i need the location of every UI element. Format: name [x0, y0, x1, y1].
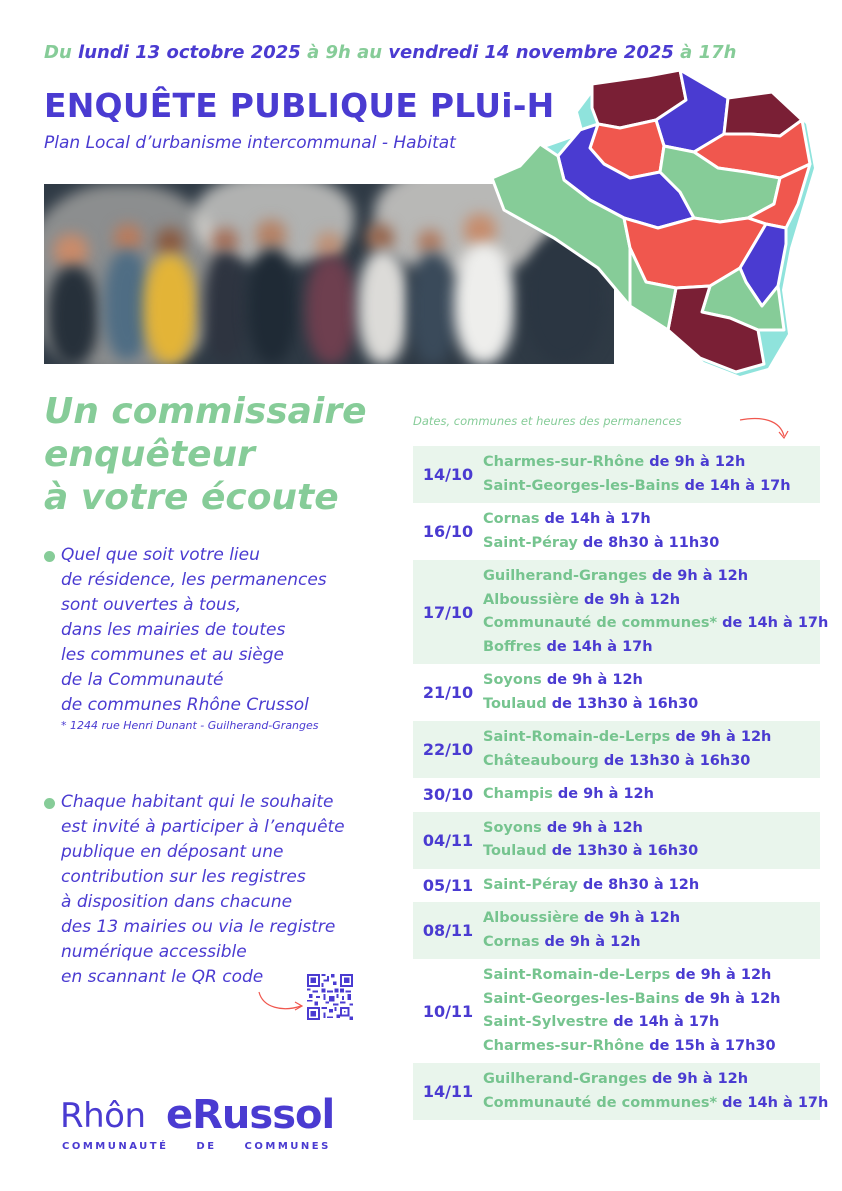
schedule-row [413, 664, 820, 721]
schedule-date: 14/11 [422, 1082, 474, 1101]
schedule-entry [483, 1068, 828, 1092]
commune-name: Saint-Georges-les-Bains [483, 477, 680, 494]
schedule-entries [483, 817, 820, 864]
bullet-permanences [44, 543, 394, 733]
commune-name: Soyons [483, 672, 542, 688]
curved-arrow-icon [738, 414, 792, 444]
schedule-entry [483, 874, 820, 898]
schedule-entry [483, 612, 828, 636]
opening-hours: de 14h à 17h [608, 1014, 720, 1030]
commune-name: Saint-Romain-de-Lerps [483, 729, 671, 745]
schedule-date: 08/11 [422, 921, 474, 940]
schedule-entry [483, 565, 828, 589]
opening-hours: de 13h30 à 16h30 [546, 695, 699, 712]
schedule-date: 22/10 [422, 740, 474, 759]
schedule-date: 17/10 [422, 602, 474, 622]
commune-name: Soyons [483, 819, 542, 836]
period-suffix: à 17h [673, 42, 737, 63]
commune-name: Boffres [483, 638, 542, 655]
schedule-date: 16/10 [422, 522, 474, 541]
opening-hours: de 9h à 12h [539, 933, 641, 950]
commune-name: Saint-Georges-les-Bains [483, 990, 680, 1007]
schedule-entry [483, 532, 820, 556]
commune-name: Communauté de communes* [483, 615, 718, 631]
bullet-dot-icon [44, 798, 55, 809]
commune-name: Communauté de communes* [483, 1094, 718, 1111]
headline-line: à votre écoute [44, 477, 339, 518]
commune-name: Guilherand-Granges [483, 568, 647, 584]
rhone-crussol-logo [60, 1092, 340, 1156]
schedule-entry [483, 988, 820, 1012]
logo-tagline: COMMUNAUTÉ DE COMMUNES [62, 1141, 331, 1152]
schedule-entries [483, 874, 820, 898]
schedule-row [413, 1063, 829, 1120]
schedule-row [413, 560, 829, 664]
schedule-entry [483, 964, 820, 988]
schedule-date: 14/10 [422, 465, 474, 484]
schedule-entries [483, 726, 820, 773]
schedule-entry [483, 508, 820, 532]
schedule-entry [483, 750, 820, 774]
schedule-entry [483, 907, 820, 931]
opening-hours: de 15h à 17h30 [644, 1037, 776, 1054]
schedule-row [413, 869, 820, 903]
qr-code[interactable] [307, 974, 353, 1020]
address-footnote: * 1244 rue Henri Dunant - Guilherand-Granges [61, 719, 319, 732]
opening-hours: de 14h à 17h [717, 615, 829, 631]
schedule-entries [483, 1068, 828, 1115]
opening-hours: de 9h à 12h [541, 819, 643, 836]
opening-hours: de 13h30 à 16h30 [598, 752, 751, 769]
opening-hours: de 9h à 12h [646, 1071, 749, 1087]
opening-hours: de 9h à 12h [644, 454, 746, 470]
opening-hours: de 9h à 12h [552, 786, 654, 802]
opening-hours: de 13h30 à 16h30 [546, 843, 699, 859]
curved-arrow-icon [255, 990, 307, 1014]
headline-line: Un commissaire [44, 391, 367, 432]
commune-name: Alboussière [483, 591, 579, 608]
schedule-entries [483, 565, 828, 659]
schedule-entry [483, 817, 820, 841]
page-subtitle: Plan Local d’urbanisme intercommunal - Habitat [44, 133, 456, 153]
schedule-entry [483, 1035, 820, 1059]
schedule-row [413, 778, 820, 812]
schedule-entries [483, 508, 820, 555]
period-start-date: lundi 13 octobre 2025 [78, 42, 301, 63]
bullet-text: Chaque habitant qui le souhaite est invité à participer à l’enquête publique en déposant une contribution sur les registres à disposition dans chacune des 13 mairies ou via le registre numérique accessible en scannant le QR code [61, 792, 345, 987]
schedule-row [413, 503, 820, 560]
opening-hours: de 9h à 12h [679, 990, 781, 1007]
schedule-table [413, 446, 829, 1120]
schedule-entries [483, 669, 820, 716]
schedule-row [413, 721, 820, 778]
schedule-date: 30/10 [422, 785, 474, 805]
schedule-entry [483, 840, 820, 864]
schedule-entry [483, 451, 820, 475]
commune-name: Saint-Péray [483, 876, 578, 893]
schedule-row [413, 446, 820, 503]
schedule-date: 10/11 [422, 1001, 474, 1021]
commune-name: Guilherand-Granges [483, 1071, 647, 1087]
schedule-row [413, 902, 820, 959]
opening-hours: de 9h à 12h [578, 910, 681, 926]
schedule-entry [483, 1011, 820, 1035]
headline-line: enquêteur [44, 434, 255, 475]
territory-map [480, 68, 825, 380]
schedule-entry [483, 931, 820, 955]
schedule-row [413, 959, 820, 1063]
schedule-entry [483, 636, 828, 660]
schedule-date: 04/11 [422, 830, 474, 850]
schedule-entry [483, 726, 820, 750]
period-middle: à 9h au [300, 42, 389, 63]
opening-hours: de 14h à 17h [539, 511, 651, 527]
schedule-entries [483, 451, 820, 498]
opening-hours: de 9h à 12h [670, 729, 772, 745]
schedule-entry [483, 475, 820, 499]
schedule-date: 05/11 [422, 875, 474, 895]
period-end-date: vendredi 14 novembre 2025 [388, 42, 674, 63]
schedule-entry [483, 1092, 828, 1116]
commune-name: Alboussière [483, 910, 579, 926]
commune-name: Toulaud [483, 695, 547, 712]
commune-name: Cornas [483, 511, 540, 527]
commune-name: Champis [483, 786, 553, 802]
commune-name: Châteaubourg [483, 752, 599, 769]
opening-hours: de 8h30 à 11h30 [577, 534, 720, 551]
bullet-text: Quel que soit votre lieu de résidence, les permanences sont ouvertes à tous, dans les mairies de toutes les communes et au siège de la Communauté de communes Rhône Crussol [61, 545, 327, 715]
opening-hours: de 14h à 17h [541, 638, 653, 655]
commune-name: Charmes-sur-Rhône [483, 1037, 645, 1054]
schedule-entries [483, 907, 820, 954]
commune-name: Saint-Romain-de-Lerps [483, 967, 671, 983]
schedule-entries [483, 783, 820, 807]
opening-hours: de 8h30 à 12h [577, 876, 700, 893]
enquete-period [44, 42, 736, 63]
opening-hours: de 14h à 17h [717, 1094, 829, 1111]
headline [44, 390, 367, 519]
page-title: ENQUÊTE PUBLIQUE PLUi-H [44, 86, 555, 125]
schedule-row [413, 812, 820, 869]
period-prefix: Du [44, 42, 79, 63]
opening-hours: de 9h à 12h [541, 672, 643, 688]
logo-text-crussol: eRussol [166, 1092, 335, 1138]
schedule-entries [483, 964, 820, 1058]
bullet-participation [44, 790, 394, 990]
schedule-entry [483, 589, 828, 613]
commune-name: Saint-Péray [483, 534, 578, 551]
commune-name: Saint-Sylvestre [483, 1014, 609, 1030]
opening-hours: de 9h à 12h [578, 591, 681, 608]
schedule-caption: Dates, communes et heures des permanences [413, 414, 682, 428]
schedule-entry [483, 693, 820, 717]
commune-name: Toulaud [483, 843, 547, 859]
bullet-dot-icon [44, 551, 55, 562]
opening-hours: de 9h à 12h [646, 568, 749, 584]
logo-text-rhone: Rhôn [60, 1096, 146, 1136]
commune-name: Charmes-sur-Rhône [483, 454, 645, 470]
schedule-entry [483, 669, 820, 693]
commune-name: Cornas [483, 933, 540, 950]
schedule-entry [483, 783, 820, 807]
schedule-date: 21/10 [422, 683, 474, 702]
opening-hours: de 14h à 17h [679, 477, 791, 494]
opening-hours: de 9h à 12h [670, 967, 772, 983]
